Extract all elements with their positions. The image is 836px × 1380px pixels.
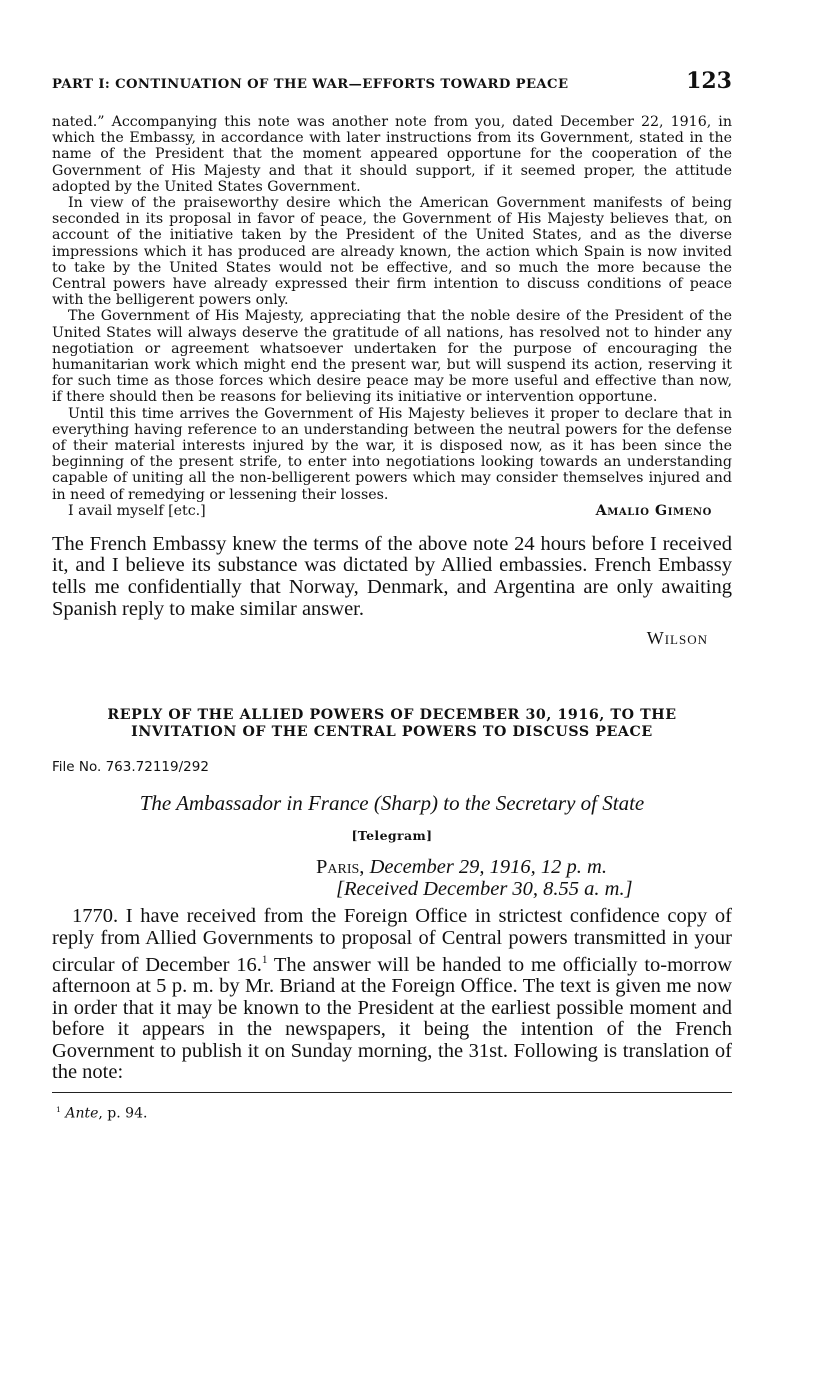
wilson-comment: [52, 534, 732, 620]
note-paragraph: nated.” Accompanying this note was another note from you, dated December 22, 1916, in which the Embassy, in accordance with later instructions from its Government, stated in the name of the President that the moment appeared opportune for the cooperation of the Government of His Majesty and that it should support, if it seemed proper, the attitude adopted by the United States Government.: [52, 114, 732, 195]
page-number: 123: [686, 68, 732, 94]
footnote-italic: Ante: [65, 1105, 99, 1122]
section-heading-line: REPLY OF THE ALLIED POWERS OF DECEMBER 30, 1916, TO THE: [107, 707, 677, 724]
note-closing-line: [52, 503, 732, 520]
wilson-paragraph: The French Embassy knew the terms of the above note 24 hours before I received it, and I believe its substance was dictated by Allied embassies. French Embassy tells me confidentially that Norway, Denmark, and Argentina are only awaiting Spanish reply to make similar answer.: [52, 532, 732, 620]
footnote-marker: 1: [56, 1105, 61, 1115]
document-page: [52, 68, 732, 1122]
section-heading-line: INVITATION OF THE CENTRAL POWERS TO DISCUSS PEACE: [131, 724, 653, 741]
telegram-label: [Telegram]: [351, 828, 433, 844]
section-heading: [52, 707, 732, 741]
received-line: [Received December 30, 8.55 a. m.]: [336, 877, 633, 900]
footnote: [52, 1105, 732, 1122]
running-head: [52, 68, 732, 94]
note-paragraph: In view of the praiseworthy desire which the American Government manifests of being seconded in its proposal in favor of peace, the Government of His Majesty believes that, on account of the initiative taken by the President of the United States, and as the diverse impressions which it has produced are already known, the action which Spain is now invited to take by the United States would not be effective, and so much the more because the Central powers have already expressed their firm intention to discuss conditions of peace with the belligerent powers only.: [52, 195, 732, 309]
footnote-text: , p. 94.: [98, 1105, 148, 1122]
file-number: File No. 763.72119/292: [52, 759, 209, 776]
dateline: [52, 857, 732, 900]
footnote-rule: [52, 1092, 732, 1093]
telegram-paragraph: [52, 906, 732, 1084]
note-paragraph: The Government of His Majesty, appreciating that the noble desire of the President of the United States will always deserve the gratitude of all nations, has resolved not to hinder any negotiation or agreement whatsoever undertaken for the purpose of encouraging the humanitarian work which might end the present war, but will suspend its action, reserving it for such time as those forces which desire peace may be more useful and effective than now, if there should then be reasons for believing its initiative or intervention opportune.: [52, 308, 732, 406]
footnote-ref: 1: [261, 953, 268, 966]
document-title: The Ambassador in France (Sharp) to the Secretary of State: [139, 791, 645, 816]
note-closing: I avail myself [etc.]: [68, 502, 206, 519]
dateline-date: December 29, 1916, 12 p. m.: [369, 856, 607, 879]
spanish-note: [52, 114, 732, 520]
telegram-text: 1770. I have received from the Foreign Office in strictest confidence copy of reply from Allied Governments to proposal of Central powers transmitted in your circular of December 16.: [52, 905, 732, 976]
telegram-body: [52, 906, 732, 1084]
telegram-text-continued: The answer will be handed to me officially to-morrow afternoon at 5 p. m. by Mr. Briand at the Foreign Office. The text is given me now in order that it may be known to the President at the earliest possible moment and before it appears in the newspapers, it being the intention of the French Government to publish it on Sunday morning, the 31st. Following is translation of the note:: [52, 953, 732, 1084]
running-head-title: PART I: CONTINUATION OF THE WAR—EFFORTS TOWARD PEACE: [52, 77, 569, 92]
note-signature: Amalio Gimeno: [595, 502, 712, 519]
dateline-place: Paris,: [316, 856, 365, 879]
note-paragraph: Until this time arrives the Government of His Majesty believes it proper to declare that in everything having reference to an understanding between the neutral powers for the defense of their material interests injured by the war, it is disposed now, as it has been since the beginning of the present strife, to enter into negotiations looking towards an understanding capable of uniting all the non-belligerent powers which may consider themselves injured and in need of remedying or lessening their losses.: [52, 405, 732, 503]
wilson-signature: Wilson: [646, 628, 708, 649]
